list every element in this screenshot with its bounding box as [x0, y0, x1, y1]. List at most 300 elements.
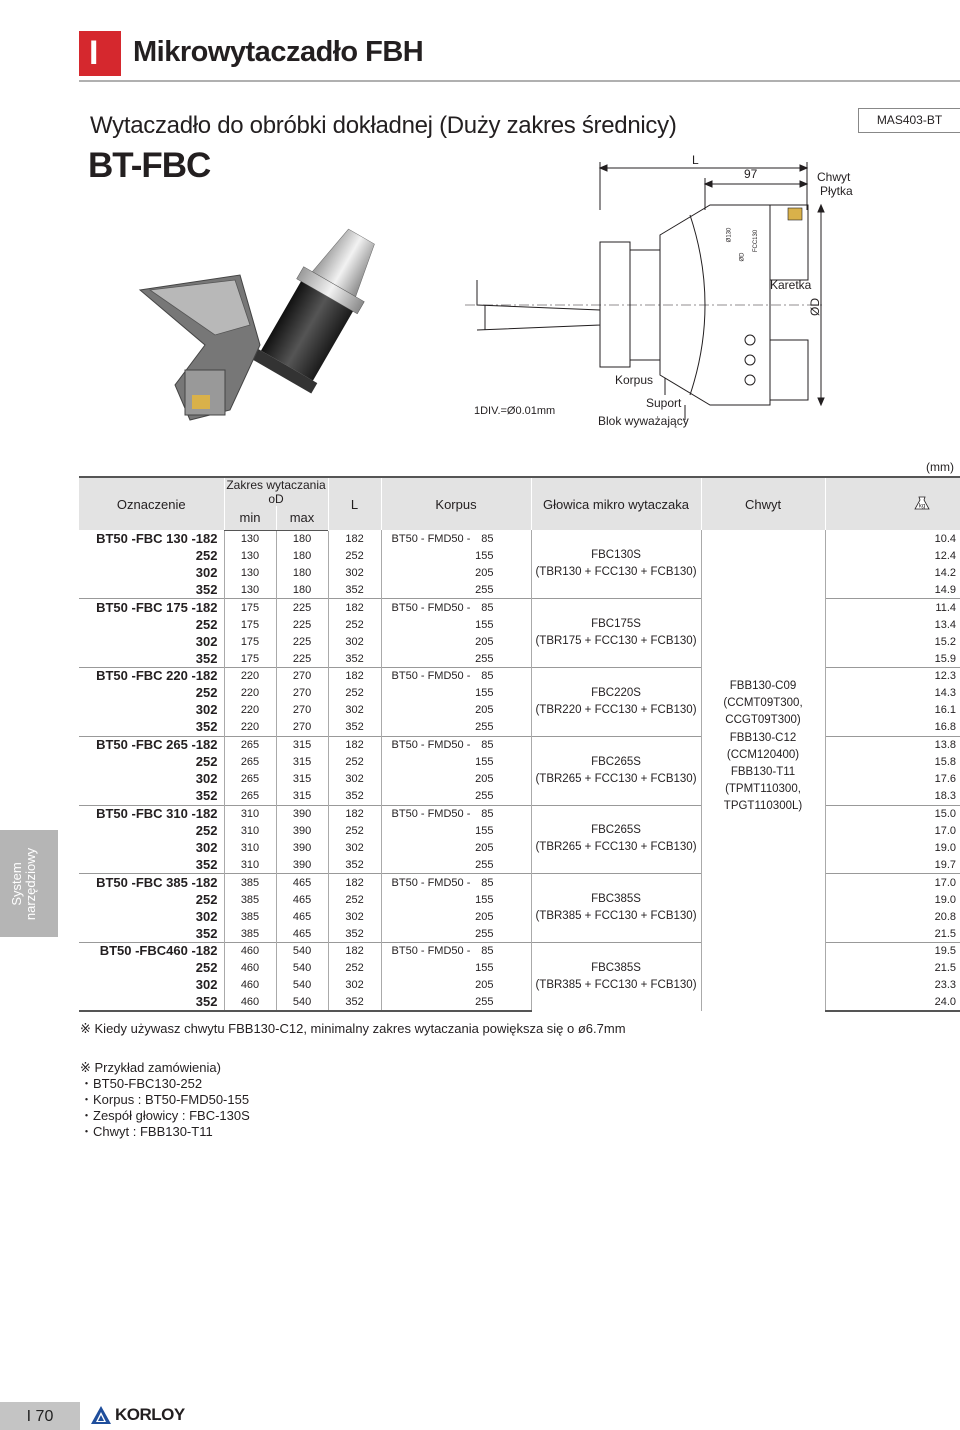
korpus-length: 205: [475, 841, 494, 854]
cell-min: 220: [224, 668, 276, 685]
model-suffix: 302: [195, 633, 218, 649]
table-row: [79, 564, 960, 581]
cell-korpus: [381, 977, 531, 994]
cell-korpus: [381, 822, 531, 839]
cell-L: 302: [328, 839, 381, 856]
cell-max: 225: [276, 650, 328, 667]
catalog-code-badge: MAS403-BT: [858, 108, 960, 133]
model-suffix: -182: [191, 943, 218, 959]
order-example-line: ・Chwyt : FBB130-T11: [80, 1124, 213, 1139]
cell-min: 310: [224, 822, 276, 839]
cell-L: 352: [328, 582, 381, 599]
cell-L: 182: [328, 599, 381, 616]
cell-L: 302: [328, 564, 381, 581]
cell-weight: 12.3: [825, 668, 960, 685]
cell-max: 315: [276, 771, 328, 788]
model-suffix: 252: [195, 822, 218, 838]
mini-label-130: Ø130: [726, 227, 733, 243]
table-row: [79, 805, 960, 822]
table-row: [79, 650, 960, 667]
cell-korpus: [381, 960, 531, 977]
cell-L: 302: [328, 702, 381, 719]
cell-max: 180: [276, 547, 328, 564]
cell-designation: [79, 736, 224, 753]
cell-min: 220: [224, 685, 276, 702]
table-row: [79, 530, 960, 547]
cell-L: 182: [328, 943, 381, 960]
brand-name: KORLOY: [115, 1405, 185, 1424]
table-row: [79, 668, 960, 685]
table-row: [79, 874, 960, 891]
korpus-length: 255: [475, 652, 494, 665]
col-header-chwyt: Chwyt: [701, 477, 825, 530]
cell-weight: 19.0: [825, 891, 960, 908]
model-prefix: BT50 -FBC 385: [96, 874, 188, 890]
cell-L: 182: [328, 874, 381, 891]
cell-max: 540: [276, 960, 328, 977]
cell-designation: [79, 839, 224, 856]
cell-min: 385: [224, 925, 276, 942]
korpus-length: 255: [475, 790, 494, 803]
head-model: FBC385S: [591, 893, 641, 906]
cell-L: 252: [328, 960, 381, 977]
cell-korpus: [381, 805, 531, 822]
cell-weight: 10.4: [825, 530, 960, 547]
model-suffix: -182: [191, 874, 218, 890]
cell-designation: [79, 753, 224, 770]
cell-L: 352: [328, 857, 381, 874]
cell-max: 225: [276, 633, 328, 650]
cell-L: 182: [328, 736, 381, 753]
cell-head: [531, 805, 701, 874]
cell-korpus: [381, 891, 531, 908]
table-row: [79, 736, 960, 753]
model-suffix: -182: [191, 805, 218, 821]
korpus-prefix: BT50 - FMD50 -: [391, 739, 471, 752]
model-prefix: BT50 -FBC460: [99, 943, 188, 959]
korpus-length: 85: [481, 739, 494, 752]
cell-weight: 11.4: [825, 599, 960, 616]
cell-designation: [79, 633, 224, 650]
korpus-length: 205: [475, 704, 494, 717]
head-model: FBC265S: [591, 824, 641, 837]
cell-min: 175: [224, 650, 276, 667]
cell-max: 540: [276, 977, 328, 994]
cell-designation: [79, 719, 224, 736]
cell-designation: [79, 668, 224, 685]
cell-designation: [79, 564, 224, 581]
cell-korpus: [381, 650, 531, 667]
model-suffix: 352: [195, 650, 218, 666]
head-components: (TBR175 + FCC130 + FCB130): [535, 635, 697, 648]
cell-head: [531, 874, 701, 943]
head-components: (TBR265 + FCC130 + FCB130): [535, 841, 697, 854]
table-row: [79, 977, 960, 994]
korpus-length: 205: [475, 635, 494, 648]
cell-weight: 15.8: [825, 753, 960, 770]
cell-L: 352: [328, 994, 381, 1011]
korpus-length: 255: [475, 858, 494, 871]
cell-designation: [79, 616, 224, 633]
cell-designation: [79, 702, 224, 719]
cell-weight: 15.2: [825, 633, 960, 650]
korpus-prefix: BT50 - FMD50 -: [391, 945, 471, 958]
cell-min: 130: [224, 530, 276, 547]
head-components: (TBR385 + FCC130 + FCB130): [535, 910, 697, 923]
cell-designation: [79, 891, 224, 908]
cell-designation: [79, 943, 224, 960]
table-row: [79, 943, 960, 960]
cell-L: 252: [328, 822, 381, 839]
cell-L: 252: [328, 891, 381, 908]
korpus-length: 85: [481, 945, 494, 958]
model-prefix: BT50 -FBC 175: [96, 599, 188, 615]
cell-min: 385: [224, 874, 276, 891]
unit-label: (mm): [926, 460, 954, 474]
model-suffix: 352: [195, 581, 218, 597]
cell-min: 175: [224, 616, 276, 633]
cell-max: 225: [276, 616, 328, 633]
korpus-prefix: BT50 - FMD50 -: [391, 807, 471, 820]
korpus-length: 155: [475, 549, 494, 562]
cell-min: 175: [224, 599, 276, 616]
model-suffix: -182: [191, 737, 218, 753]
cell-korpus: [381, 925, 531, 942]
korpus-length: 155: [475, 756, 494, 769]
cell-weight: 19.5: [825, 943, 960, 960]
korpus-prefix: BT50 - FMD50 -: [391, 601, 471, 614]
cell-max: 390: [276, 822, 328, 839]
korpus-prefix: BT50 - FMD50 -: [391, 876, 471, 889]
model-suffix: 352: [195, 788, 218, 804]
cell-max: 540: [276, 943, 328, 960]
model-suffix: -182: [191, 668, 218, 684]
cell-korpus: [381, 702, 531, 719]
cell-min: 265: [224, 771, 276, 788]
korpus-length: 155: [475, 962, 494, 975]
cell-weight: 17.0: [825, 874, 960, 891]
cell-weight: 12.4: [825, 547, 960, 564]
cell-min: 130: [224, 547, 276, 564]
table-row: [79, 994, 960, 1011]
cell-designation: [79, 874, 224, 891]
korpus-length: 155: [475, 618, 494, 631]
model-prefix: BT50 -FBC 220: [96, 668, 188, 684]
cell-L: 182: [328, 668, 381, 685]
mini-label-fcc: FCC130: [753, 229, 760, 253]
dim-label-97: 97: [744, 167, 758, 181]
korpus-length: 155: [475, 893, 494, 906]
order-example-title: ※ Przykład zamówienia): [80, 1060, 221, 1075]
korpus-length: 85: [481, 532, 494, 545]
cell-L: 352: [328, 650, 381, 667]
model-prefix: BT50 -FBC 265: [96, 737, 188, 753]
table-row: [79, 839, 960, 856]
col-header-weight: [825, 477, 960, 530]
cell-weight: 13.8: [825, 736, 960, 753]
cell-designation: [79, 582, 224, 599]
cell-weight: 15.0: [825, 805, 960, 822]
cell-min: 460: [224, 943, 276, 960]
cell-min: 310: [224, 805, 276, 822]
cell-min: 130: [224, 582, 276, 599]
korpus-length: 255: [475, 927, 494, 940]
cell-weight: 23.3: [825, 977, 960, 994]
cell-designation: [79, 788, 224, 805]
table-row: [79, 960, 960, 977]
page-number: I 70: [0, 1402, 80, 1430]
cell-korpus: [381, 753, 531, 770]
cell-korpus: [381, 788, 531, 805]
head-components: (TBR385 + FCC130 + FCB130): [535, 979, 697, 992]
cell-max: 270: [276, 702, 328, 719]
table-row: [79, 547, 960, 564]
cell-korpus: [381, 530, 531, 547]
model-suffix: 252: [195, 685, 218, 701]
col-header-min: min: [224, 506, 276, 530]
label-karetka: Karetka: [770, 278, 812, 292]
head-model: FBC220S: [591, 686, 641, 699]
holder-line: (TPMT110300,: [725, 783, 801, 796]
label-chwyt: Chwyt: [817, 170, 851, 184]
model-suffix: 352: [195, 719, 218, 735]
cell-designation: [79, 530, 224, 547]
dim-label-L: L: [692, 153, 699, 167]
cell-L: 252: [328, 616, 381, 633]
model-suffix: 252: [195, 960, 218, 976]
table-row: [79, 616, 960, 633]
cell-min: 220: [224, 719, 276, 736]
cell-korpus: [381, 719, 531, 736]
cell-designation: [79, 908, 224, 925]
label-od: ØD: [808, 298, 822, 316]
cell-korpus: [381, 633, 531, 650]
cell-max: 465: [276, 874, 328, 891]
cell-korpus: [381, 616, 531, 633]
head-model: FBC130S: [591, 549, 641, 562]
model-suffix: 302: [195, 908, 218, 924]
cell-designation: [79, 994, 224, 1011]
cell-weight: 21.5: [825, 960, 960, 977]
korpus-length: 85: [481, 876, 494, 889]
table-row: [79, 788, 960, 805]
cell-korpus: [381, 874, 531, 891]
subtitle: Wytaczadło do obróbki dokładnej (Duży zakres średnicy): [90, 112, 677, 139]
cell-weight: 21.5: [825, 925, 960, 942]
cell-korpus: [381, 547, 531, 564]
cell-min: 385: [224, 908, 276, 925]
cell-korpus: [381, 943, 531, 960]
model-name: BT-FBC: [88, 146, 211, 185]
model-suffix: 252: [195, 754, 218, 770]
cell-weight: 14.2: [825, 564, 960, 581]
mini-label-d: ØD: [739, 252, 746, 262]
korpus-length: 205: [475, 910, 494, 923]
korpus-length: 205: [475, 979, 494, 992]
cell-min: 460: [224, 994, 276, 1011]
cell-head: [531, 736, 701, 805]
korpus-length: 255: [475, 996, 494, 1009]
model-suffix: 302: [195, 564, 218, 580]
cell-korpus: [381, 736, 531, 753]
boring-range-note: ※ Kiedy używasz chwytu FBB130-C12, minimalny zakres wytaczania powiększa się o ø6.7mm: [80, 1021, 626, 1036]
table-row: [79, 857, 960, 874]
cell-L: 302: [328, 771, 381, 788]
cell-min: 385: [224, 891, 276, 908]
head-components: (TBR130 + FCC130 + FCB130): [535, 566, 697, 579]
model-suffix: 252: [195, 616, 218, 632]
cell-korpus: [381, 771, 531, 788]
head-components: (TBR265 + FCC130 + FCB130): [535, 772, 697, 785]
model-suffix: -182: [191, 599, 218, 615]
cell-designation: [79, 805, 224, 822]
cell-chwyt: [701, 530, 825, 1011]
side-tab-divider: [0, 936, 58, 937]
table-row: [79, 685, 960, 702]
cell-min: 265: [224, 788, 276, 805]
cell-korpus: [381, 839, 531, 856]
cell-weight: 14.3: [825, 685, 960, 702]
table-row: [79, 582, 960, 599]
cell-L: 182: [328, 530, 381, 547]
cell-L: 302: [328, 908, 381, 925]
holder-line: FBB130-C09: [729, 680, 797, 692]
cell-weight: 19.0: [825, 839, 960, 856]
cell-weight: 14.9: [825, 582, 960, 599]
korpus-length: 155: [475, 824, 494, 837]
cell-weight: 17.6: [825, 771, 960, 788]
order-example: [80, 1060, 250, 1140]
cell-max: 465: [276, 891, 328, 908]
page-title: Mikrowytaczadło FBH: [133, 36, 424, 68]
svg-text:kg: kg: [918, 503, 926, 509]
label-suport: Suport: [646, 396, 682, 410]
cell-designation: [79, 685, 224, 702]
label-div: 1DIV.=Ø0.01mm: [474, 405, 556, 417]
model-suffix: -182: [191, 530, 218, 546]
order-example-line: ・BT50-FBC130-252: [80, 1076, 203, 1091]
cell-korpus: [381, 564, 531, 581]
title-divider: [79, 80, 960, 82]
table-row: [79, 925, 960, 942]
model-suffix: 352: [195, 856, 218, 872]
model-prefix: BT50 -FBC 130: [96, 530, 188, 546]
cell-weight: 18.3: [825, 788, 960, 805]
cell-max: 390: [276, 805, 328, 822]
table-row: [79, 753, 960, 770]
model-prefix: BT50 -FBC 310: [96, 805, 188, 821]
cell-weight: 13.4: [825, 616, 960, 633]
cell-max: 225: [276, 599, 328, 616]
table-row: [79, 822, 960, 839]
label-blok: Blok wyważający: [598, 414, 689, 428]
table-row: [79, 908, 960, 925]
label-plytka: Płytka: [820, 184, 853, 198]
model-suffix: 252: [195, 547, 218, 563]
cell-max: 315: [276, 788, 328, 805]
holder-line: (CCMT09T300,: [723, 697, 803, 710]
col-header-name: Oznaczenie: [79, 477, 224, 530]
cell-max: 315: [276, 736, 328, 753]
cell-weight: 24.0: [825, 994, 960, 1011]
cell-L: 352: [328, 788, 381, 805]
model-suffix: 302: [195, 839, 218, 855]
korpus-prefix: BT50 - FMD50 -: [391, 670, 471, 683]
korpus-length: 85: [481, 601, 494, 614]
cell-designation: [79, 771, 224, 788]
side-tab-label: System narzędziowy: [9, 847, 38, 921]
model-suffix: 352: [195, 925, 218, 941]
cell-designation: [79, 960, 224, 977]
cell-head: [531, 668, 701, 737]
cell-max: 540: [276, 994, 328, 1011]
col-header-L: L: [328, 477, 381, 530]
cell-head: [531, 530, 701, 599]
section-side-tab[interactable]: [0, 830, 58, 936]
cell-L: 252: [328, 685, 381, 702]
head-model: FBC265S: [591, 755, 641, 768]
holder-line: FBB130-C12: [729, 731, 797, 744]
head-components: (TBR220 + FCC130 + FCB130): [535, 703, 697, 716]
col-header-korpus: Korpus: [381, 477, 531, 530]
cell-L: 182: [328, 805, 381, 822]
table-row: [79, 771, 960, 788]
cell-min: 310: [224, 857, 276, 874]
cell-korpus: [381, 994, 531, 1011]
head-model: FBC175S: [591, 618, 641, 631]
cell-max: 270: [276, 719, 328, 736]
cell-min: 220: [224, 702, 276, 719]
section-letter: I: [79, 31, 121, 76]
col-header-max: max: [276, 506, 328, 530]
spec-table: [79, 476, 960, 1012]
cell-head: [531, 943, 701, 1012]
cell-L: 252: [328, 753, 381, 770]
model-suffix: 352: [195, 994, 218, 1010]
holder-line: TPGT110300L): [723, 800, 803, 813]
korpus-length: 85: [481, 670, 494, 683]
cell-min: 460: [224, 960, 276, 977]
cell-min: 130: [224, 564, 276, 581]
cell-korpus: [381, 685, 531, 702]
cell-korpus: [381, 908, 531, 925]
table-row: [79, 599, 960, 616]
cell-weight: 16.1: [825, 702, 960, 719]
product-photo: [120, 195, 380, 435]
cell-designation: [79, 857, 224, 874]
model-suffix: 302: [195, 771, 218, 787]
cell-korpus: [381, 582, 531, 599]
order-example-line: ・Korpus : BT50-FMD50-155: [80, 1092, 250, 1107]
cell-min: 175: [224, 633, 276, 650]
weight-icon: [914, 496, 930, 510]
korpus-length: 205: [475, 566, 494, 579]
cell-max: 465: [276, 908, 328, 925]
cell-head: [531, 599, 701, 668]
cell-weight: 19.7: [825, 857, 960, 874]
cell-korpus: [381, 599, 531, 616]
cell-korpus: [381, 668, 531, 685]
korpus-length: 155: [475, 687, 494, 700]
cell-min: 265: [224, 753, 276, 770]
cell-max: 180: [276, 582, 328, 599]
cell-max: 390: [276, 857, 328, 874]
cell-L: 252: [328, 547, 381, 564]
brand-logo: [90, 1405, 185, 1425]
korloy-logo-icon: [90, 1405, 112, 1425]
table-row: [79, 891, 960, 908]
korpus-length: 255: [475, 583, 494, 596]
